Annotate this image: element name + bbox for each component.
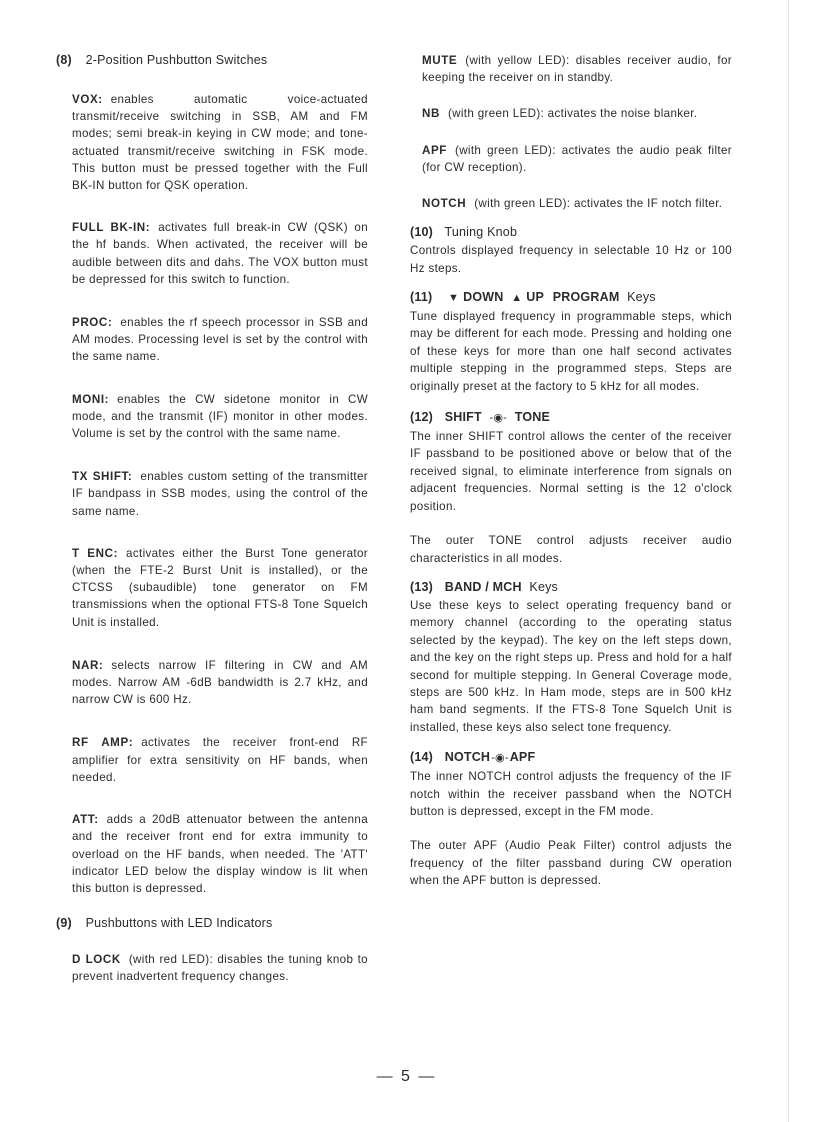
concentric-knob-icon: -◉- — [489, 412, 508, 425]
switch-term: PROC: — [72, 316, 113, 330]
section-10-number: (10) — [410, 225, 434, 240]
band-mch-label: BAND / MCH — [444, 579, 522, 594]
tone-label: TONE — [514, 410, 551, 425]
button-desc: (with red LED): disables the tuning knob to prevent inadvertent frequency changes. — [72, 953, 368, 984]
switch-vox — [72, 91, 368, 194]
keys-label: Keys — [529, 579, 558, 594]
section-9-heading — [56, 915, 368, 932]
switch-t-enc — [72, 545, 368, 631]
led-button-list — [422, 52, 732, 212]
switch-proc — [72, 314, 368, 366]
switch-term: MONI: — [72, 392, 110, 406]
right-column — [410, 52, 732, 890]
switch-term: ATT: — [72, 813, 99, 827]
switch-term: NAR: — [72, 658, 104, 672]
switch-desc: enables automatic voice-actuated transmit/receive switching in SSB, AM and FM modes; semi break-in keying in CW mode; and tone-actuated transmit/receive switching in FSK mode. This button must be pressed together with the Full BK-IN button for QSK operation. — [72, 93, 368, 193]
section-10-title: Tuning Knob — [444, 225, 518, 240]
switch-term: T ENC: — [72, 546, 119, 560]
switch-desc: adds a 20dB attenuator between the antenna and the receiver front end for extra immunity to overload on the HF bands, when needed. The 'ATT' indicator LED below the display window is lit when this button is depressed. — [72, 813, 368, 895]
section-13-number: (13) — [410, 579, 434, 594]
triangle-down-icon: ▼ — [448, 292, 460, 305]
button-desc: (with yellow LED): disables receiver audio, for keeping the receiver on in standby. — [422, 54, 732, 85]
switch-term: VOX: — [72, 93, 103, 106]
section-9-title: Pushbuttons with LED Indicators — [85, 916, 273, 931]
section-14-heading — [410, 749, 732, 767]
down-label: DOWN — [463, 290, 504, 305]
section-13 — [410, 579, 732, 736]
section-10-heading — [410, 224, 732, 241]
switch-nar — [72, 657, 368, 709]
triangle-up-icon: ▲ — [511, 292, 523, 305]
switch-rf-amp — [72, 734, 368, 786]
section-8-title: 2-Position Pushbutton Switches — [85, 53, 268, 67]
section-9-number: (9) — [56, 916, 72, 931]
button-term: MUTE — [422, 54, 458, 67]
section-13-heading — [410, 579, 732, 596]
button-term: NB — [422, 107, 440, 121]
switch-term: FULL BK-IN: — [72, 221, 151, 235]
section-10-text: Controls displayed frequency in selectable 10 Hz or 100 Hz steps. — [410, 244, 732, 275]
switch-desc: enables the CW sidetone monitor in CW mode, and the transmit (IF) monitor in other modes. Volume is set by the control with the same name. — [72, 392, 368, 441]
section-11-heading — [410, 289, 732, 307]
switch-att — [72, 811, 368, 897]
button-term: APF — [422, 143, 447, 157]
section-12-heading — [410, 409, 732, 427]
switch-desc: enables the rf speech processor in SSB and AM modes. Processing level is set by the control with the same name. — [72, 316, 368, 364]
button-notch — [422, 195, 732, 212]
section-8-heading — [56, 52, 368, 69]
page-number: — 5 — — [376, 1068, 437, 1085]
section-14-text-2: The outer APF (Audio Peak Filter) control adjusts the frequency of the filter passband during CW operation when the APF button is depressed. — [410, 839, 732, 888]
section-11-number: (11) — [410, 290, 433, 305]
section-10 — [410, 224, 732, 277]
switch-moni — [72, 391, 368, 443]
section-12-number: (12) — [410, 410, 434, 425]
section-8-number: (8) — [56, 53, 72, 67]
button-apf — [422, 142, 732, 176]
up-label: UP — [526, 290, 545, 305]
left-column — [56, 52, 368, 986]
switch-desc: activates either the Burst Tone generator (when the FTE-2 Burst Unit is installed), or the CTCSS (subaudible) tone generator on FM transmissions when the optional FTS-8 Tone Squelch Unit is installed. — [72, 546, 368, 629]
button-desc: (with green LED): activates the noise blanker. — [447, 107, 698, 121]
section-11-text: Tune displayed frequency in programmable steps, which may be different for each mode. Pressing and holding one of these keys for more than one half second activates multiple stepping in the programmed steps. Steps are originally preset at the factory to 5 kHz for all modes. — [410, 310, 732, 393]
switch-desc: activates the receiver front-end RF amplifier for extra sensitivity on HF bands, when needed. — [72, 736, 368, 784]
section-12-text-2: The outer TONE control adjusts receiver audio characteristics in all modes. — [410, 534, 732, 565]
section-12 — [410, 409, 732, 567]
keys-label: Keys — [627, 290, 656, 305]
switch-full-bk-in — [72, 219, 368, 288]
notch-label: NOTCH — [444, 750, 491, 765]
button-nb — [422, 105, 732, 122]
switch-list — [72, 91, 368, 897]
switch-tx-shift — [72, 468, 368, 520]
switch-desc: activates full break-in CW (QSK) on the hf bands. When activated, the receiver will be audible between dits and dahs. The VOX button must be depressed for this switch to function. — [72, 221, 368, 286]
section-14-text-1: The inner NOTCH control adjusts the frequency of the IF notch within the receiver passband when the NOTCH button is depressed, except in the FM mode. — [410, 770, 732, 818]
switch-desc: enables custom setting of the transmitter IF bandpass in SSB modes, using the control of the same name. — [72, 470, 368, 518]
button-term: D LOCK — [72, 953, 121, 967]
button-mute — [422, 52, 732, 86]
scan-edge-divider — [788, 0, 789, 1122]
section-12-text-1: The inner SHIFT control allows the center of the receiver IF passband to be positioned above or below that of the received signal, to eliminate interference from signals on adjacent frequencies. Normal setting is the 12 o'clock position. — [410, 430, 732, 513]
shift-label: SHIFT — [444, 410, 482, 425]
button-desc: (with green LED): activates the IF notch filter. — [474, 197, 723, 211]
switch-term: RF AMP: — [72, 736, 134, 750]
button-desc: (with green LED): activates the audio peak filter (for CW reception). — [422, 143, 732, 174]
button-d-lock — [72, 951, 368, 985]
section-14 — [410, 749, 732, 889]
apf-label: APF — [509, 750, 536, 765]
section-11 — [410, 289, 732, 395]
program-label: PROGRAM — [552, 290, 620, 305]
switch-desc: selects narrow IF filtering in CW and AM modes. Narrow AM -6dB bandwidth is 2.7 kHz, and narrow CW is 600 Hz. — [72, 658, 368, 707]
section-13-text: Use these keys to select operating frequency band or memory channel (according to the operating status selected by the keypad). The key on the left steps down, and the key on the right steps up. Press and hold for a half second for multiple stepping. In General Coverage mode, steps are 500 kHz. In Ham mode, steps are in 500 kHz ham band segments. If the FTS-8 Tone Squelch Unit is installed, these keys also select tone frequency. — [410, 598, 732, 734]
switch-term: TX SHIFT: — [72, 470, 133, 484]
button-term: NOTCH — [422, 197, 467, 211]
section-14-number: (14) — [410, 750, 434, 765]
concentric-knob-icon: -◉- — [491, 752, 509, 765]
